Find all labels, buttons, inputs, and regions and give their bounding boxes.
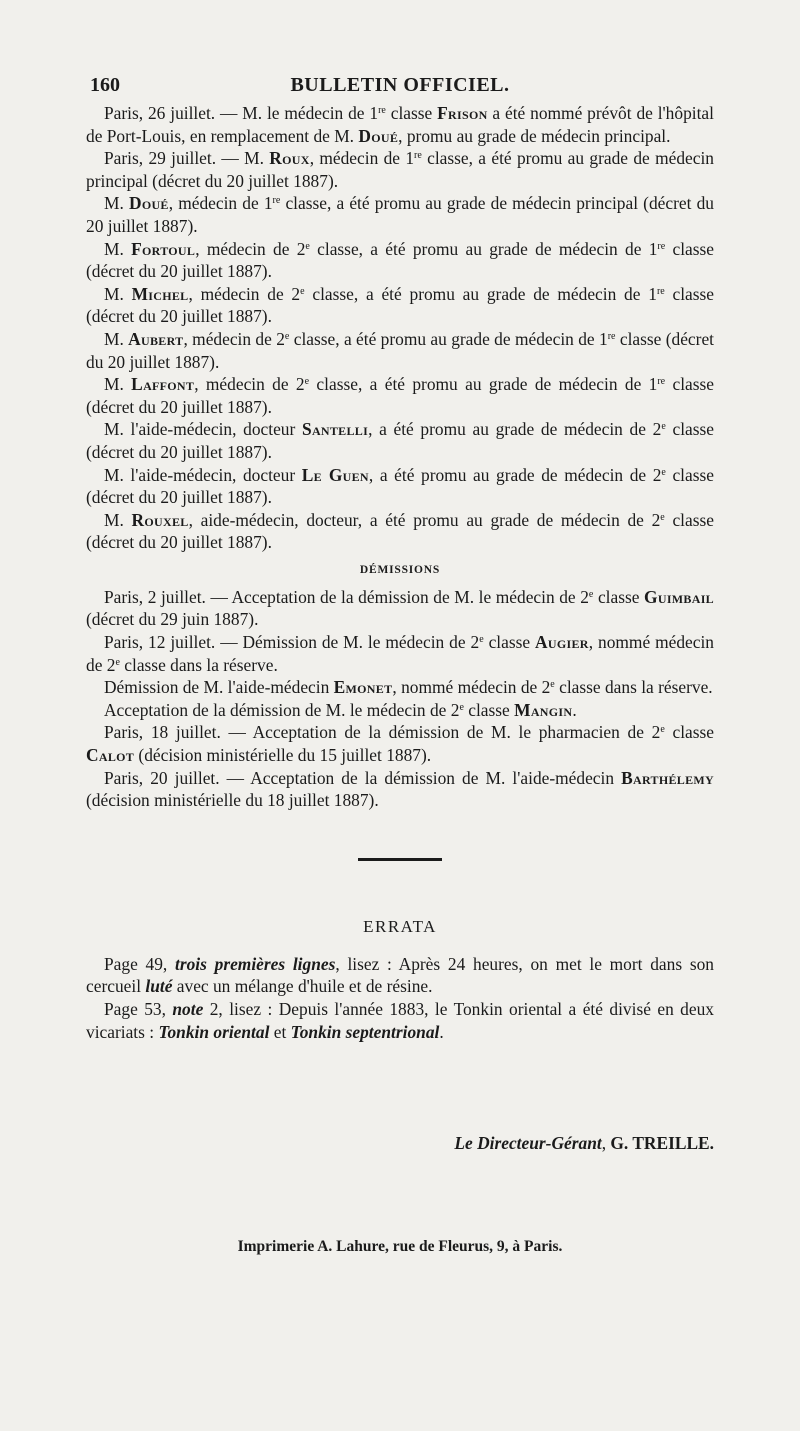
- errata-item-page-49: Page 49, trois premières lignes, lisez : Après 24 heures, on met le mort dans son cercueil luté avec un mélange d'huile et de résine.: [86, 953, 714, 997]
- paragraph-rouxel: M. Rouxel, aide-médecin, docteur, a été promu au grade de médecin de 2e classe (décret du 20 juillet 1887).: [86, 509, 714, 553]
- paragraph-barthelemy: Paris, 20 juillet. — Acceptation de la démission de M. l'aide-médecin Barthélemy (décision ministérielle du 18 juillet 1887).: [86, 767, 714, 811]
- paragraph-augier: Paris, 12 juillet. — Démission de M. le médecin de 2e classe Augier, nommé médecin de 2e classe dans la réserve.: [86, 632, 714, 675]
- printer-imprint: Imprimerie A. Lahure, rue de Fleurus, 9, à Paris.: [237, 1238, 563, 1256]
- paragraph-doue: M. Doué, médecin de 1re classe, a été promu au grade de médecin principal (décret du 20 juillet 1887).: [86, 193, 714, 236]
- errata-block: [86, 953, 714, 1043]
- paragraph-calot: Paris, 18 juillet. — Acceptation de la démission de M. le pharmacien de 2e classe Calot (décision ministérielle du 15 juillet 1887).: [86, 722, 714, 766]
- signature: Le Directeur-Gérant, G. TREILLE.: [454, 1133, 714, 1154]
- paragraph-michel: M. Michel, médecin de 2e classe, a été promu au grade de médecin de 1re classe (décret du 20 juillet 1887).: [86, 283, 715, 327]
- errata-item-page-53: Page 53, note 2, lisez : Depuis l'année 1883, le Tonkin oriental a été divisé en deux vicariats : Tonkin oriental et Tonkin septentrional.: [86, 999, 714, 1042]
- section-divider: [358, 858, 442, 861]
- paragraph-santelli: M. l'aide-médecin, docteur Santelli, a été promu au grade de médecin de 2e classe (décret du 20 juillet 1887).: [86, 419, 714, 462]
- page: [86, 68, 714, 1256]
- paragraph-aubert: M. Aubert, médecin de 2e classe, a été promu au grade de médecin de 1re classe (décret du 20 juillet 1887).: [86, 328, 714, 372]
- running-title: BULLETIN OFFICIEL.: [290, 74, 510, 96]
- page-number: 160: [90, 74, 120, 96]
- paragraph-roux: Paris, 29 juillet. — M. Roux, médecin de 1re classe, a été promu au grade de médecin principal (décret du 20 juillet 1887).: [86, 148, 714, 191]
- signature-role: Le Directeur-Gérant: [454, 1133, 602, 1154]
- paragraph-emonet: Démission de M. l'aide-médecin Emonet, nommé médecin de 2e classe dans la réserve.: [104, 677, 713, 698]
- paragraph-fortoul: M. Fortoul, médecin de 2e classe, a été promu au grade de médecin de 1re classe (décret du 20 juillet 1887).: [86, 238, 714, 282]
- paragraph-mangin: Acceptation de la démission de M. le médecin de 2e classe Mangin.: [104, 699, 577, 720]
- section-title-demissions: DÉMISSIONS: [359, 563, 441, 576]
- paragraph-le-guen: M. l'aide-médecin, docteur Le Guen, a été promu au grade de médecin de 2e classe (décret du 20 juillet 1887).: [86, 464, 714, 508]
- page-header: [86, 68, 714, 102]
- signature-name: G. TREILLE.: [610, 1133, 714, 1154]
- paragraph-laffont: M. Laffont, médecin de 2e classe, a été promu au grade de médecin de 1re classe (décret du 20 juillet 1887).: [86, 374, 715, 417]
- paragraph-guimbail: Paris, 2 juillet. — Acceptation de la démission de M. le médecin de 2e classe Guimbail (décret du 29 juin 1887).: [86, 586, 714, 630]
- paragraph-frison: Paris, 26 juillet. — M. le médecin de 1re classe Frison a été nommé prévôt de l'hôpital de Port-Louis, en remplacement de M. Doué, promu au grade de médecin principal.: [86, 103, 714, 146]
- errata-title: ERRATA: [363, 916, 437, 936]
